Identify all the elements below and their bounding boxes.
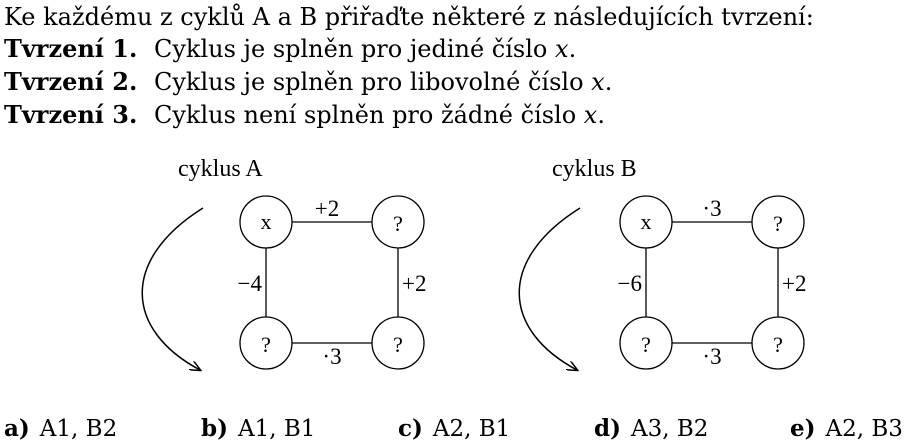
option-e-text: A2, B3	[825, 416, 903, 442]
option-b[interactable]	[201, 414, 315, 444]
cycle-a-op-left: −4	[237, 271, 262, 296]
cycle-a-node-top-right-label: ?	[393, 211, 403, 236]
cycle-a-title: cyklus A	[178, 156, 263, 182]
option-c-text: A2, B1	[432, 416, 511, 442]
cycle-b-node-top-left-label: x	[640, 209, 652, 234]
option-e-letter: e)	[790, 415, 816, 442]
statement-2-label: Tvrzení 2.	[4, 67, 138, 96]
cycle-b-op-left: −6	[617, 271, 642, 296]
cycle-b-node-bottom-right-label: ?	[773, 332, 783, 357]
statement-1-label: Tvrzení 1.	[4, 34, 138, 63]
statement-1-text: Cyklus je splněn pro jediné číslo	[154, 35, 548, 63]
option-a[interactable]	[4, 414, 117, 444]
cycle-a-direction-arrow	[142, 208, 203, 370]
cycle-a-node-bottom-right-label: ?	[393, 332, 403, 357]
option-d-letter: d)	[594, 415, 621, 442]
option-c[interactable]	[398, 414, 510, 444]
cycle-a-op-bottom: ·3	[322, 344, 342, 369]
option-a-letter: a)	[4, 415, 30, 442]
statement-3	[4, 100, 605, 130]
statement-1-end: .	[568, 35, 577, 63]
option-b-text: A1, B1	[237, 416, 316, 442]
cycle-a-op-right: +2	[402, 271, 427, 296]
cycle-b-title: cyklus B	[552, 156, 637, 182]
task-intro: Ke každému z cyklů A a B přiřaďte některé z následujících tvrzení:	[4, 3, 814, 31]
statement-2-end: .	[604, 68, 613, 96]
cycle-b-op-top: ·3	[702, 196, 722, 221]
option-d[interactable]	[594, 414, 708, 444]
option-c-letter: c)	[398, 415, 423, 442]
statement-2	[4, 67, 612, 97]
statement-2-var: x	[591, 68, 605, 96]
statement-3-var: x	[583, 101, 598, 129]
cycle-b-node-top-right-label: ?	[773, 211, 783, 236]
cycles-diagram	[0, 140, 918, 400]
cycle-a-op-top: +2	[314, 196, 340, 221]
option-e[interactable]	[790, 414, 903, 444]
cycle-a-node-bottom-left-label: ?	[261, 332, 271, 357]
option-d-text: A3, B2	[630, 416, 709, 442]
statement-3-label: Tvrzení 3.	[4, 100, 138, 129]
cycle-b-direction-arrow	[519, 208, 580, 370]
cycle-b-node-bottom-left-label: ?	[641, 332, 651, 357]
cycle-b	[519, 156, 806, 370]
cycle-b-op-bottom: ·3	[702, 344, 722, 369]
option-a-text: A1, B2	[39, 416, 118, 442]
cycle-a	[142, 156, 426, 370]
statement-1-var: x	[555, 35, 569, 63]
statement-3-text: Cyklus není splněn pro žádné číslo	[154, 101, 577, 129]
cycle-b-op-right: +2	[782, 271, 807, 296]
statement-2-text: Cyklus je splněn pro libovolné číslo	[154, 68, 584, 96]
statement-3-end: .	[597, 101, 605, 129]
statement-1	[4, 34, 576, 64]
option-b-letter: b)	[201, 415, 228, 442]
cycle-a-node-top-left-label: x	[260, 209, 272, 234]
